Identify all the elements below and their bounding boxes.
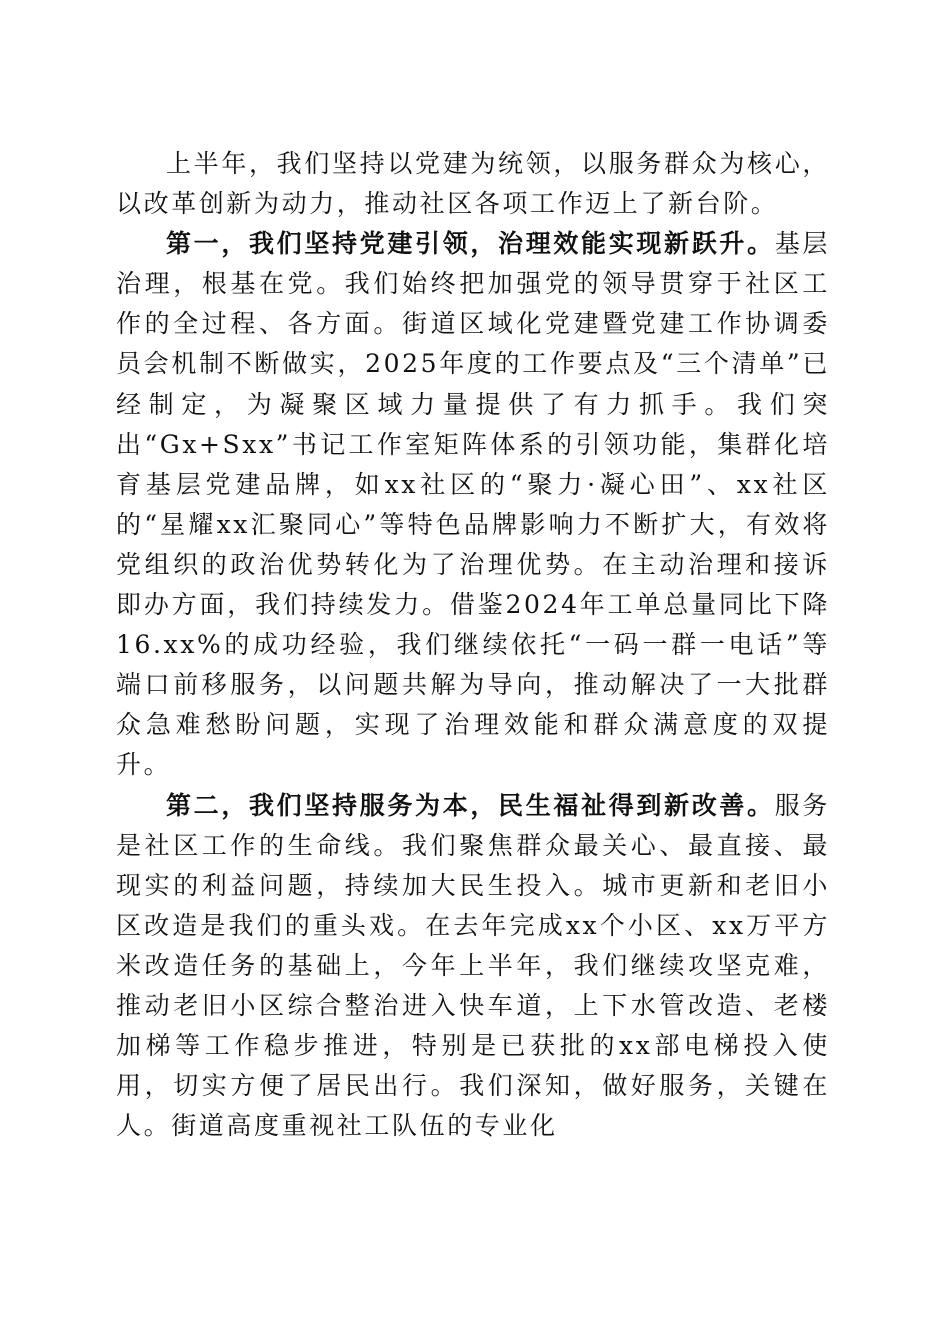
paragraph-second — [116, 786, 830, 1147]
paragraph-second-heading: 第二，我们坚持服务为本，民生福祉得到新改善。 — [166, 790, 775, 820]
paragraph-intro — [116, 144, 830, 224]
document-body — [116, 144, 830, 1146]
paragraph-first — [116, 224, 830, 785]
paragraph-first-heading: 第一，我们坚持党建引领，治理效能实现新跃升。 — [166, 229, 775, 259]
paragraph-second-text: 服务是社区工作的生命线。我们聚焦群众最关心、最直接、最现实的利益问题，持续加大民生投入。城市更新和老旧小区改造是我们的重头戏。在去年完成xx个小区、xx万平方米改造任务的基础上，今年上半年，我们继续攻坚克难，推动老旧小区综合整治进入快车道，上下水管改造、老楼加梯等工作稳步推进，特别是已获批的xx部电梯投入使用，切实方便了居民出行。我们深知，做好服务，关键在人。街道高度重视社工队伍的专业化 — [116, 790, 831, 1141]
paragraph-first-text: 基层治理，根基在党。我们始终把加强党的领导贯穿于社区工作的全过程、各方面。街道区域化党建暨党建工作协调委员会机制不断做实，2025年度的工作要点及“三个清单”已经制定，为凝聚区域力量提供了有力抓手。我们突出“Gx+Sxx”书记工作室矩阵体系的引领功能，集群化培育基层党建品牌，如xx社区的“聚力·凝心田”、xx社区的“星耀xx汇聚同心”等特色品牌影响力不断扩大，有效将党组织的政治优势转化为了治理优势。在主动治理和接诉即办方面，我们持续发力。借鉴2024年工单总量同比下降16.xx%的成功经验，我们继续依托“一码一群一电话”等端口前移服务，以问题共解为导向，推动解决了一大批群众急难愁盼问题，实现了治理效能和群众满意度的双提升。 — [116, 229, 831, 780]
paragraph-intro-text: 上半年，我们坚持以党建为统领，以服务群众为核心，以改革创新为动力，推动社区各项工作迈上了新台阶。 — [116, 149, 830, 219]
